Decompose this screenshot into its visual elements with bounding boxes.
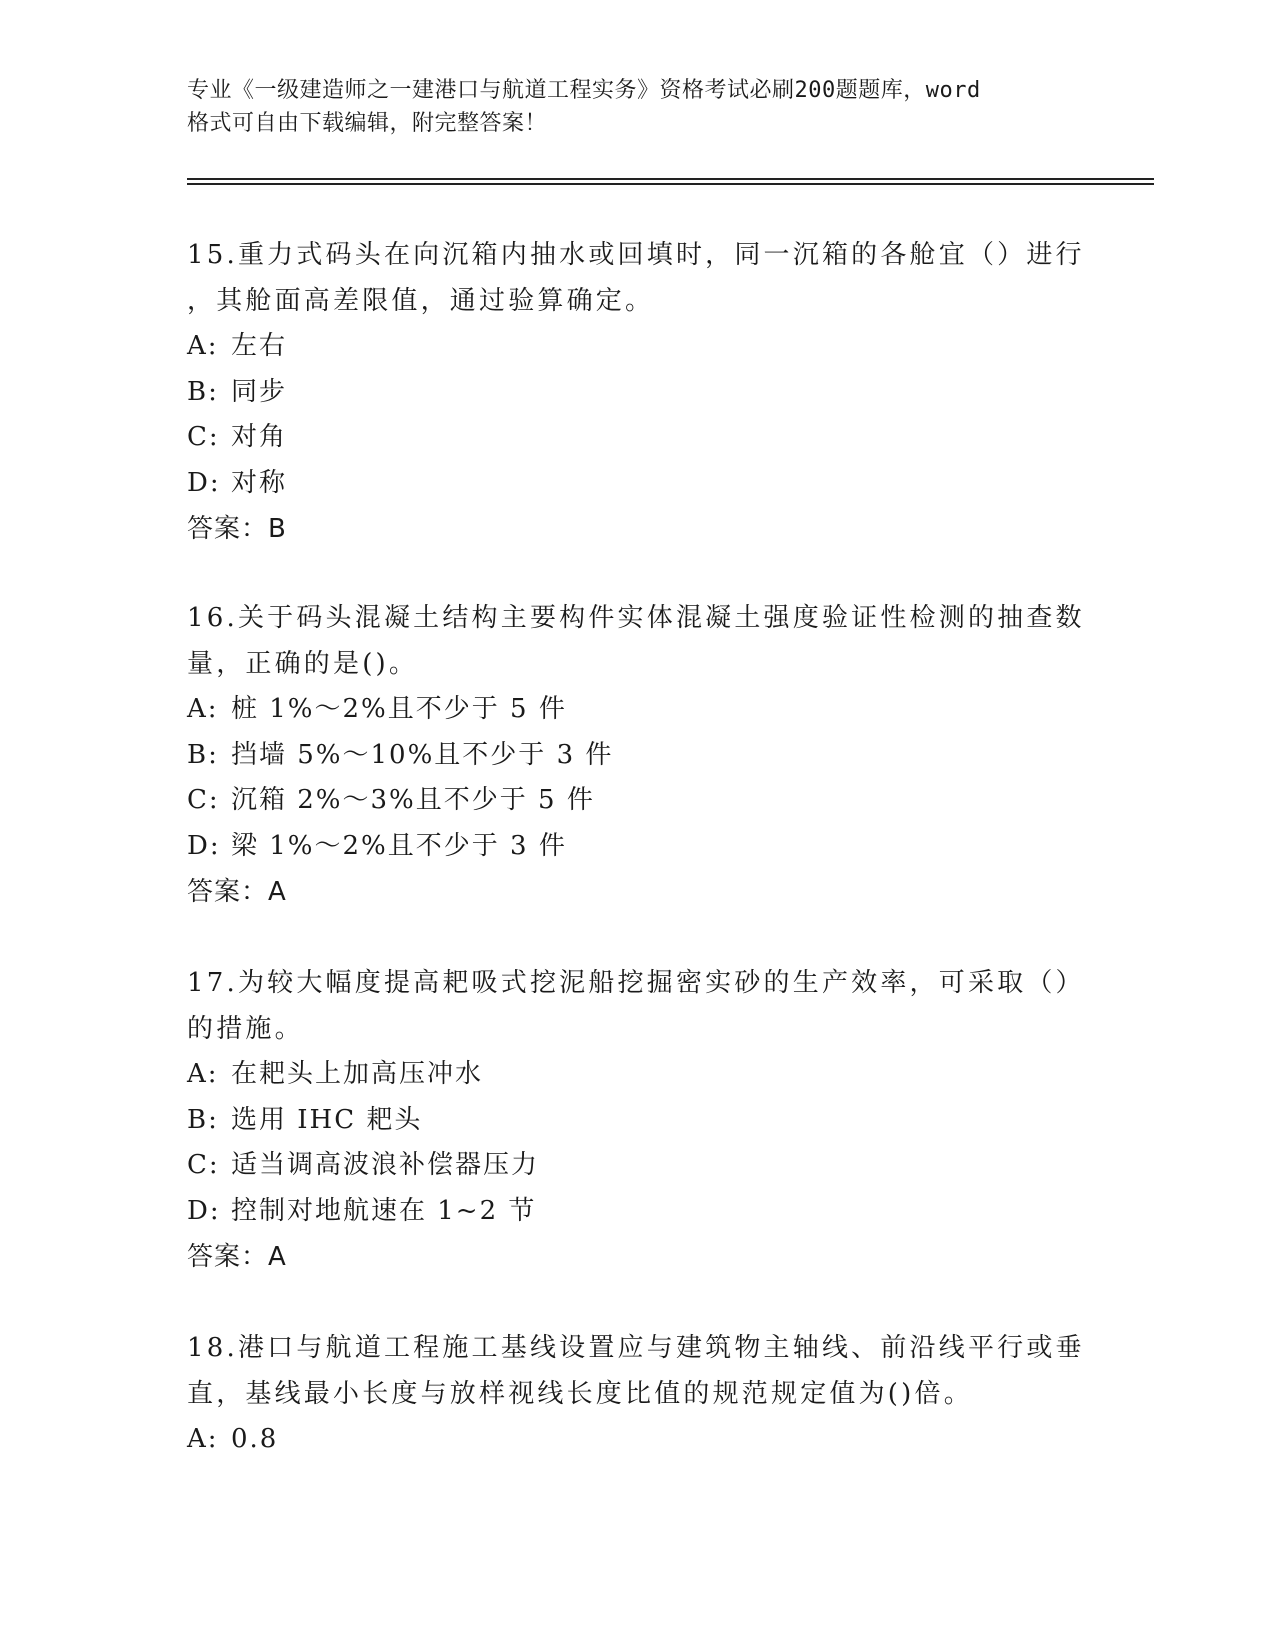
option-text: 适当调高波浪补偿器压力 (231, 1150, 540, 1180)
answer-line: 答案：B (187, 514, 287, 544)
answer-line: 答案：A (187, 1242, 287, 1272)
option-key: A: (187, 694, 219, 724)
question-stem-line: 18.港口与航道工程施工基线设置应与建筑物主轴线、前沿线平行或垂 (187, 1333, 1085, 1363)
option-key: C: (187, 785, 220, 815)
option-key: D: (187, 1195, 221, 1226)
question-15 (187, 232, 1087, 552)
header-title-line-1: 专业《一级建造师之一建港口与航道工程实务》资格考试必刷200题题库，word (187, 78, 981, 103)
option-b (187, 733, 1087, 779)
option-a (187, 324, 1087, 370)
question-stem-line: ，其舱面高差限值，通过验算确定。 (187, 286, 655, 316)
option-text: 桩 1%～2%且不少于 5 件 (231, 694, 567, 724)
option-d (187, 824, 1087, 870)
option-key: C: (187, 1150, 220, 1180)
question-stem-line: 的措施。 (187, 1014, 304, 1044)
option-key: A: (187, 331, 219, 361)
question-stem-line: 直，基线最小长度与放样视线长度比值的规范规定值为()倍。 (187, 1379, 973, 1409)
option-text: 0.8 (231, 1424, 279, 1454)
option-text: 梁 1%～2%且不少于 3 件 (231, 830, 567, 861)
option-text: 对称 (231, 467, 288, 498)
question-stem-line: 15.重力式码头在向沉箱内抽水或回填时，同一沉箱的各舱宜（）进行 (187, 240, 1085, 270)
option-key: D: (187, 830, 221, 861)
option-key: B: (187, 739, 219, 770)
document-header (187, 74, 1067, 140)
answer-line: 答案：A (187, 877, 287, 907)
option-text: 挡墙 5%～10%且不少于 3 件 (231, 739, 614, 770)
option-key: B: (187, 376, 219, 407)
header-divider-top (187, 178, 1154, 180)
option-b (187, 370, 1087, 416)
option-key: B: (187, 1104, 219, 1135)
question-17 (187, 960, 1087, 1280)
option-text: 左右 (231, 331, 288, 361)
header-divider-bottom (187, 183, 1154, 185)
option-c (187, 415, 1087, 461)
option-key: C: (187, 422, 220, 452)
question-stem-line: 量，正确的是()。 (187, 649, 419, 679)
question-stem-line: 16.关于码头混凝土结构主要构件实体混凝土强度验证性检测的抽查数 (187, 603, 1085, 633)
option-c (187, 1143, 1087, 1189)
option-key: D: (187, 467, 221, 498)
option-key: A: (187, 1059, 219, 1089)
question-18 (187, 1325, 1087, 1463)
option-d (187, 461, 1087, 507)
header-title-line-2: 格式可自由下载编辑，附完整答案！ (187, 111, 548, 136)
option-key: A: (187, 1424, 219, 1454)
option-text: 在耙头上加高压冲水 (231, 1059, 484, 1089)
option-text: 同步 (231, 376, 288, 407)
option-text: 沉箱 2%～3%且不少于 5 件 (231, 785, 595, 815)
option-a (187, 1417, 1087, 1463)
option-b (187, 1098, 1087, 1144)
option-d (187, 1189, 1087, 1235)
option-a (187, 687, 1087, 733)
option-a (187, 1052, 1087, 1098)
option-c (187, 778, 1087, 824)
option-text: 控制对地航速在 1~2 节 (231, 1195, 537, 1226)
option-text: 对角 (231, 422, 288, 452)
option-text: 选用 IHC 耙头 (231, 1104, 423, 1135)
question-16 (187, 595, 1087, 915)
question-stem-line: 17.为较大幅度提高耙吸式挖泥船挖掘密实砂的生产效率，可采取（） (187, 968, 1085, 998)
